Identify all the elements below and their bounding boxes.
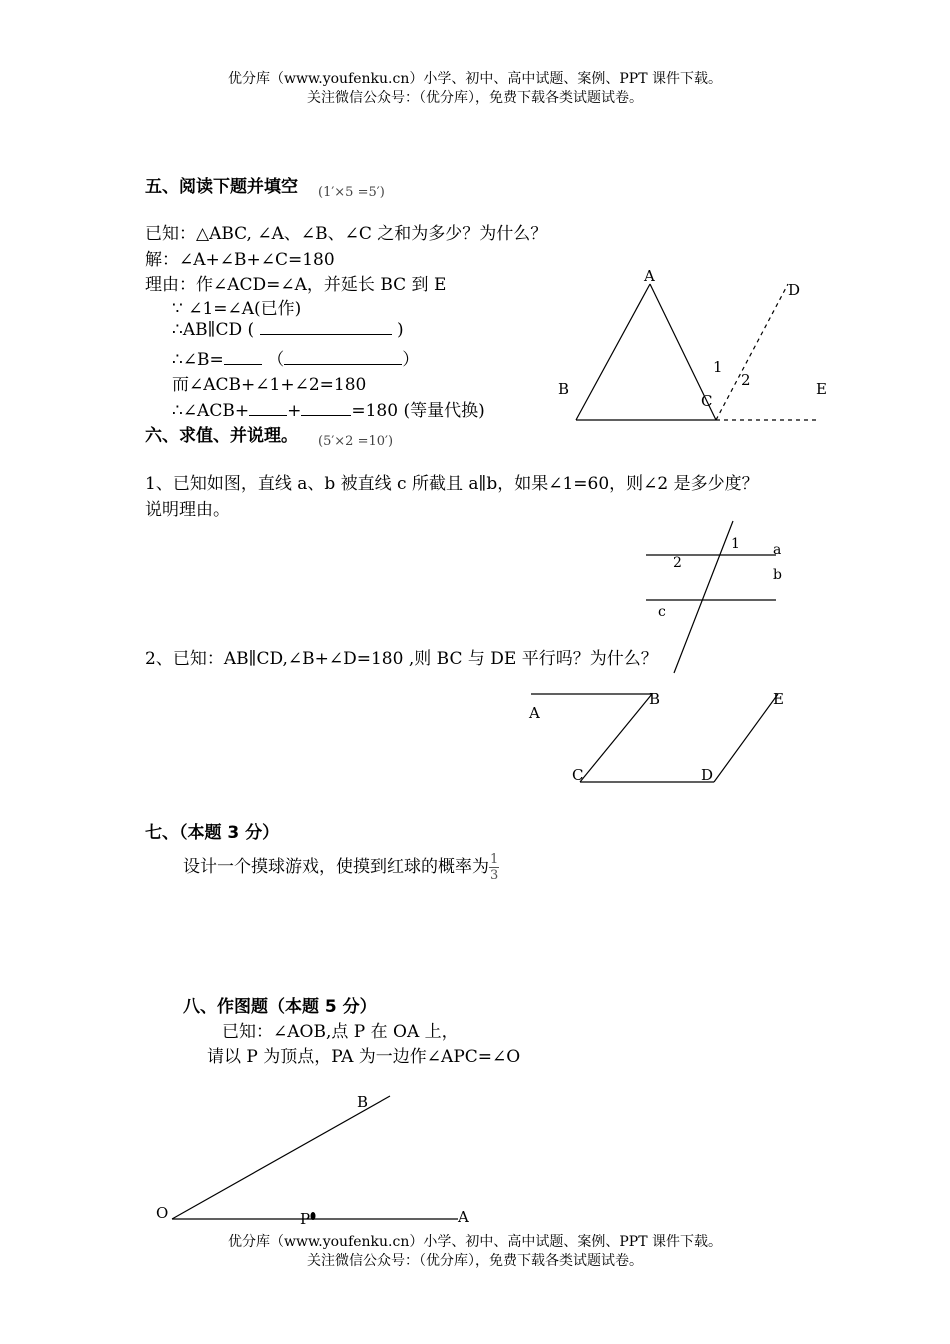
label-a: A bbox=[644, 267, 655, 285]
fig3-label-b: B bbox=[357, 1093, 369, 1111]
fig1-label-b: b bbox=[773, 567, 782, 583]
header-line-2: 关注微信公众号：（优分库），免费下载各类试题试卷。 bbox=[307, 90, 643, 106]
fig2-label-c: C bbox=[572, 766, 584, 784]
fig3-label-o: O bbox=[156, 1204, 169, 1222]
fill1-text-a: ∴AB∥CD ( bbox=[172, 320, 255, 340]
section7-title: 七、（本题 3 分） bbox=[145, 823, 280, 843]
fill2-text-c: ） bbox=[402, 350, 420, 370]
fig1-label-a: a bbox=[773, 542, 782, 558]
label-e: E bbox=[816, 380, 827, 398]
fraction-numerator: 1 bbox=[490, 852, 499, 867]
section5-line-solution: 解：∠A+∠B+∠C=180 bbox=[145, 250, 335, 270]
section6-score: (5′×2 =10′) bbox=[318, 434, 394, 449]
section5-score: (1′×5 =5′) bbox=[318, 185, 385, 200]
fill1-text-b: ) bbox=[396, 320, 404, 340]
label-c: C bbox=[701, 392, 713, 410]
section6-q1-line2: 说明理由。 bbox=[145, 500, 230, 520]
section5-line-because: ∵ ∠1=∠A(已作) bbox=[172, 299, 302, 319]
section6-q1-line1: 1、已知如图，直线 a、b 被直线 c 所截且 a∥b，如果∠1=60，则∠2 是多少度？ bbox=[145, 474, 759, 494]
fig3-label-p: P bbox=[300, 1210, 311, 1228]
fig1-label-2: 2 bbox=[673, 555, 682, 571]
fill3-text-a: ∴∠ACB+ bbox=[172, 401, 250, 421]
label-b: B bbox=[558, 380, 570, 398]
section8-line1: 已知：∠AOB,点 P 在 OA 上， bbox=[222, 1022, 459, 1042]
section8-title: 八、作图题（本题 5 分） bbox=[183, 997, 377, 1017]
fig2-label-e: E bbox=[773, 690, 784, 708]
section8-line2: 请以 P 为顶点，PA 为一边作∠APC=∠O bbox=[207, 1047, 521, 1067]
fill2-text-b: （ bbox=[267, 350, 285, 370]
label-angle-1: 1 bbox=[713, 358, 723, 376]
label-d: D bbox=[788, 281, 801, 299]
fraction-denominator: 3 bbox=[490, 868, 499, 883]
section5-title: 五、阅读下题并填空 bbox=[145, 177, 298, 197]
fill3-text-b: + bbox=[287, 401, 302, 421]
section6-q2: 2、已知：AB∥CD,∠B+∠D=180 ,则 BC 与 DE 平行吗？为什么？ bbox=[145, 649, 658, 669]
label-angle-2: 2 bbox=[741, 371, 751, 389]
fill3-text-c: =180 bbox=[351, 401, 399, 421]
fig1-label-c: c bbox=[658, 604, 666, 620]
fill2-text-a: ∴∠B= bbox=[172, 350, 224, 370]
point-p bbox=[311, 1212, 316, 1220]
footer-line-2: 关注微信公众号：（优分库），免费下载各类试题试卷。 bbox=[307, 1253, 643, 1269]
section5-line-sum: 而∠ACB+∠1+∠2=180 bbox=[172, 375, 367, 395]
ray-ob bbox=[172, 1096, 390, 1219]
fig3-label-a: A bbox=[458, 1208, 469, 1226]
section5-line-given: 已知：△ABC, ∠A、∠B、∠C 之和为多少？为什么？ bbox=[145, 224, 548, 244]
fig2-label-d: D bbox=[701, 766, 714, 784]
section6-title: 六、求值、并说理。 bbox=[145, 426, 298, 446]
fig2-label-b: B bbox=[649, 690, 661, 708]
fig1-label-1: 1 bbox=[731, 536, 740, 552]
section7-text-body: 设计一个摸球游戏，使摸到红球的概率为 bbox=[183, 857, 489, 877]
footer-line-1: 优分库（www.youfenku.cn）小学、初中、高中试题、案例、PPT 课件下载。 bbox=[227, 1234, 722, 1250]
fill3-text-d: (等量代换) bbox=[403, 401, 485, 421]
section5-line-reason: 理由：作∠ACD=∠A，并延长 BC 到 E bbox=[145, 275, 447, 295]
fig2-label-a: A bbox=[529, 704, 540, 722]
header-line-1: 优分库（www.youfenku.cn）小学、初中、高中试题、案例、PPT 课件下载。 bbox=[227, 71, 722, 87]
